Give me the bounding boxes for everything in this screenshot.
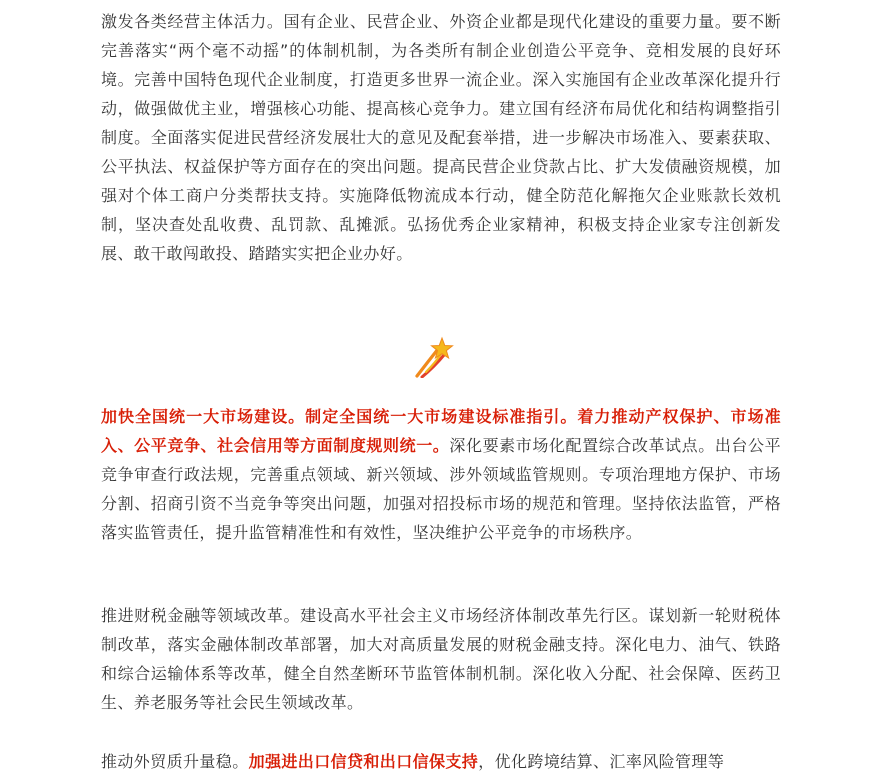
- highlight-text: 加快全国统一大市场建设。制定全国统一大市场建设标准指引。着力推动产权保护、市场准入、公平竞争、社会信用等方面制度规则统一。: [101, 407, 781, 455]
- paragraph-foreign-trade: [101, 747, 781, 776]
- paragraph-text: 深化要素市场化配置综合改革试点。出台公平竞争审查行政法规，完善重点领域、新兴领域、涉外领域监管规则。专项治理地方保护、市场分割、招商引资不当竞争等突出问题，加强对招投标市场的规范和管理。坚持依法监管，严格落实监管责任，提升监管精准性和有效性，坚决维护公平竞争的市场秩序。: [101, 436, 781, 542]
- paragraph-text: 推动外贸质升量稳。: [101, 752, 249, 771]
- highlight-text: 加强进出口信贷和出口信保支持: [248, 752, 479, 771]
- paragraph-text: 激发各类经营主体活力。国有企业、民营企业、外资企业都是现代化建设的重要力量。要不断完善落实“两个毫不动摇”的体制机制，为各类所有制企业创造公平竞争、竞相发展的良好环境。完善中国特色现代企业制度，打造更多世界一流企业。深入实施国有企业改革深化提升行动，做强做优主业，增强核心功能、提高核心竞争力。建立国有经济布局优化和结构调整指引制度。全面落实促进民营经济发展壮大的意见及配套举措，进一步解决市场准入、要素获取、公平执法、权益保护等方面存在的突出问题。提高民营企业贷款占比、扩大发债融资规模，加强对个体工商户分类帮扶支持。实施降低物流成本行动，健全防范化解拖欠企业账款长效机制，坚决查处乱收费、乱罚款、乱摊派。弘扬优秀企业家精神，积极支持企业家专注创新发展、敢干敢闯敢投、踏踏实实把企业办好。: [101, 12, 781, 263]
- paragraph-fiscal-reform: [101, 601, 781, 717]
- paragraph-market-entities: [101, 7, 781, 268]
- shooting-star-icon: [413, 336, 455, 378]
- paragraph-text: ，优化跨境结算、汇率风险管理等: [478, 752, 725, 771]
- paragraph-text: 推进财税金融等领域改革。建设高水平社会主义市场经济体制改革先行区。谋划新一轮财税体制改革，落实金融体制改革部署，加大对高质量发展的财税金融支持。深化电力、油气、铁路和综合运输体系等改革，健全自然垄断环节监管体制机制。深化收入分配、社会保障、医药卫生、养老服务等社会民生领域改革。: [101, 606, 781, 712]
- paragraph-unified-market: [101, 402, 781, 547]
